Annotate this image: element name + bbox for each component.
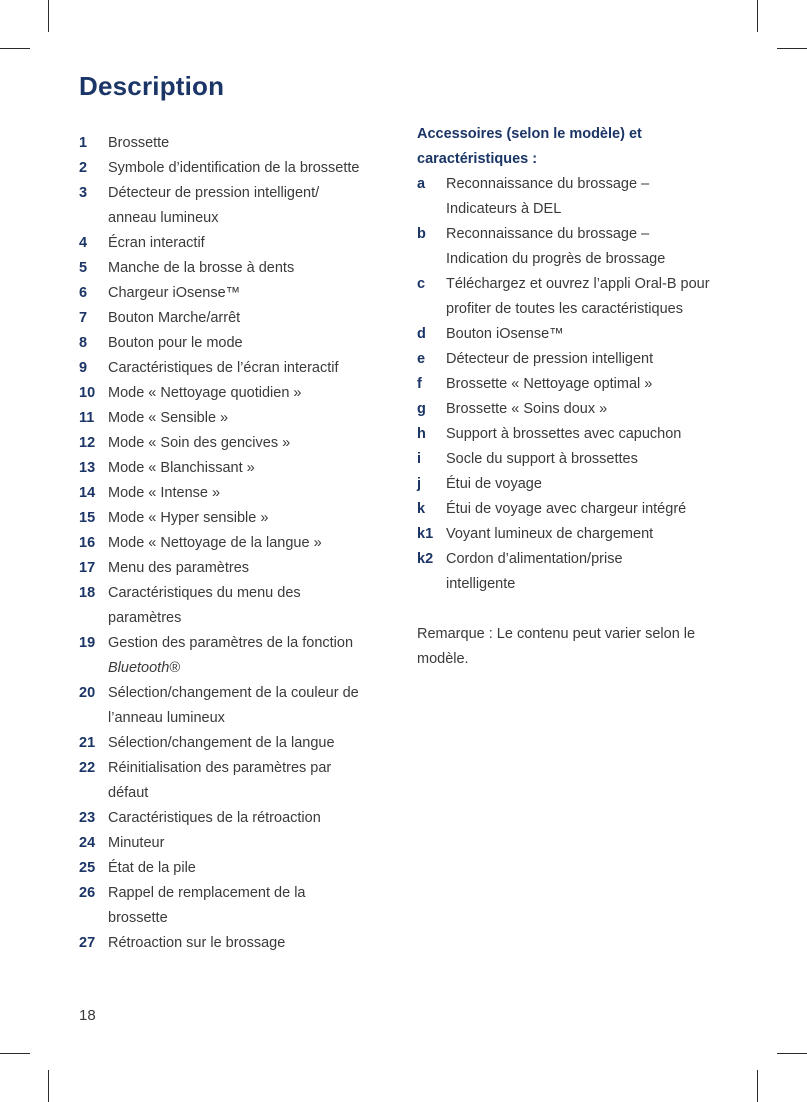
list-item (417, 222, 737, 272)
list-item (417, 322, 737, 347)
list-item (79, 931, 397, 956)
crop-mark (757, 0, 758, 32)
list-item (79, 256, 397, 281)
crop-mark (48, 0, 49, 32)
item-letter: a (417, 176, 426, 192)
item-text: Support à brossettes avec capuchon (446, 426, 682, 442)
crop-mark (0, 48, 30, 49)
list-item (79, 856, 397, 881)
item-text: Sélection/changement de la langue (108, 735, 335, 751)
item-text: Mode « Blanchissant » (108, 460, 255, 476)
item-letter: b (417, 226, 426, 242)
item-number: 12 (79, 435, 96, 451)
page-title: Description (79, 71, 225, 101)
item-number: 11 (79, 410, 95, 426)
item-text: Menu des paramètres (108, 560, 250, 576)
components-list (79, 131, 397, 956)
list-item (79, 481, 397, 506)
list-item (417, 422, 737, 447)
list-item (79, 731, 397, 756)
item-text: Détecteur de pression intelligent (446, 351, 654, 367)
list-item (79, 431, 397, 456)
item-number: 1 (79, 135, 88, 151)
item-text: Brossette « Soins doux » (446, 401, 608, 417)
item-text: Mode « Intense » (108, 485, 221, 501)
list-item (417, 472, 737, 497)
note-text: Remarque : Le contenu peut varier selon le modèle. (417, 626, 696, 667)
item-text-italic: Bluetooth® (108, 660, 180, 676)
accessories-heading: Accessoires (selon le modèle) et caractéristiques : (417, 126, 642, 167)
item-letter: k2 (417, 551, 434, 567)
item-text: Rétroaction sur le brossage (108, 935, 286, 951)
item-text: Minuteur (108, 835, 165, 851)
list-item (417, 397, 737, 422)
item-text: Symbole d’identification de la brossette (108, 160, 360, 176)
item-letter: c (417, 276, 426, 292)
item-number: 27 (79, 935, 96, 951)
list-item (79, 531, 397, 556)
item-number: 22 (79, 760, 96, 776)
item-text: Chargeur iOsense™ (108, 285, 241, 301)
item-text: Caractéristiques de l’écran interactif (108, 360, 339, 376)
list-item (79, 156, 397, 181)
item-number: 19 (79, 635, 96, 651)
item-text: Bouton iOsense™ (446, 326, 564, 342)
list-item (79, 631, 397, 681)
item-text: Manche de la brosse à dents (108, 260, 295, 276)
item-letter: e (417, 351, 426, 367)
item-text: Mode « Sensible » (108, 410, 229, 426)
item-number: 15 (79, 510, 96, 526)
list-item (417, 272, 737, 322)
crop-mark (0, 1053, 30, 1054)
list-item (79, 456, 397, 481)
list-item (79, 506, 397, 531)
item-text: Mode « Nettoyage quotidien » (108, 385, 302, 401)
item-text: Téléchargez et ouvrez l’appli Oral-B pour profiter de toutes les caractéristiques (446, 276, 710, 317)
item-text: Bouton Marche/arrêt (108, 310, 241, 326)
item-text: Étui de voyage (446, 476, 542, 492)
list-item (79, 831, 397, 856)
crop-mark (777, 1053, 807, 1054)
list-item (79, 306, 397, 331)
item-number: 2 (79, 160, 88, 176)
item-text: État de la pile (108, 860, 196, 876)
item-letter: h (417, 426, 426, 442)
item-text: Sélection/changement de la couleur de l’anneau lumineux (108, 685, 359, 726)
list-item (417, 497, 737, 522)
item-text: Réinitialisation des paramètres par défaut (108, 760, 332, 801)
item-text: Détecteur de pression intelligent/ anneau lumineux (108, 185, 320, 226)
item-number: 14 (79, 485, 96, 501)
item-number: 3 (79, 185, 88, 201)
list-item (79, 756, 397, 806)
item-letter: k1 (417, 526, 434, 542)
item-number: 9 (79, 360, 88, 376)
item-letter: k (417, 501, 426, 517)
item-letter: j (417, 476, 422, 492)
item-number: 17 (79, 560, 96, 576)
item-text: Écran interactif (108, 235, 205, 251)
item-text-main: Gestion des paramètres de la fonction (108, 635, 354, 651)
item-number: 26 (79, 885, 96, 901)
accessories-section (417, 122, 737, 672)
crop-mark (757, 1070, 758, 1102)
list-item (79, 806, 397, 831)
list-item (79, 406, 397, 431)
list-item (417, 522, 737, 547)
list-item (417, 172, 737, 222)
item-number: 23 (79, 810, 96, 826)
list-item (417, 372, 737, 397)
item-text: Cordon d’alimentation/prise intelligente (446, 551, 623, 592)
crop-mark (777, 48, 807, 49)
item-text: Socle du support à brossettes (446, 451, 638, 467)
item-number: 4 (79, 235, 88, 251)
item-number: 24 (79, 835, 96, 851)
item-letter: g (417, 401, 426, 417)
item-text: Reconnaissance du brossage – Indicateurs à DEL (446, 176, 650, 217)
item-number: 8 (79, 335, 88, 351)
item-letter: d (417, 326, 426, 342)
item-text: Brossette (108, 135, 170, 151)
item-text: Mode « Soin des gencives » (108, 435, 291, 451)
list-item (79, 681, 397, 731)
list-item (417, 447, 737, 472)
item-number: 25 (79, 860, 96, 876)
list-item (79, 131, 397, 156)
list-item (79, 556, 397, 581)
item-text: Voyant lumineux de chargement (446, 526, 654, 542)
item-text: Bouton pour le mode (108, 335, 243, 351)
list-item (79, 231, 397, 256)
item-number: 20 (79, 685, 96, 701)
item-number: 21 (79, 735, 96, 751)
list-item (79, 281, 397, 306)
item-text (108, 631, 353, 681)
item-number: 13 (79, 460, 96, 476)
list-item (79, 181, 397, 231)
list-item (79, 581, 397, 631)
item-number: 5 (79, 260, 88, 276)
item-text: Étui de voyage avec chargeur intégré (446, 501, 687, 517)
item-number: 10 (79, 385, 96, 401)
list-item (79, 881, 397, 931)
item-text: Mode « Nettoyage de la langue » (108, 535, 322, 551)
page-number: 18 (79, 1007, 96, 1024)
list-item (417, 547, 737, 597)
item-number: 18 (79, 585, 96, 601)
item-text: Rappel de remplacement de la brossette (108, 885, 306, 926)
item-number: 7 (79, 310, 88, 326)
list-item (417, 347, 737, 372)
item-number: 16 (79, 535, 96, 551)
list-item (79, 381, 397, 406)
list-item (79, 356, 397, 381)
list-item (79, 331, 397, 356)
item-text: Caractéristiques du menu des paramètres (108, 585, 301, 626)
item-letter: f (417, 376, 422, 392)
item-text: Brossette « Nettoyage optimal » (446, 376, 653, 392)
item-text: Mode « Hyper sensible » (108, 510, 269, 526)
item-number: 6 (79, 285, 88, 301)
item-text: Caractéristiques de la rétroaction (108, 810, 321, 826)
item-text: Reconnaissance du brossage – Indication du progrès de brossage (446, 226, 666, 267)
crop-mark (48, 1070, 49, 1102)
item-letter: i (417, 451, 422, 467)
